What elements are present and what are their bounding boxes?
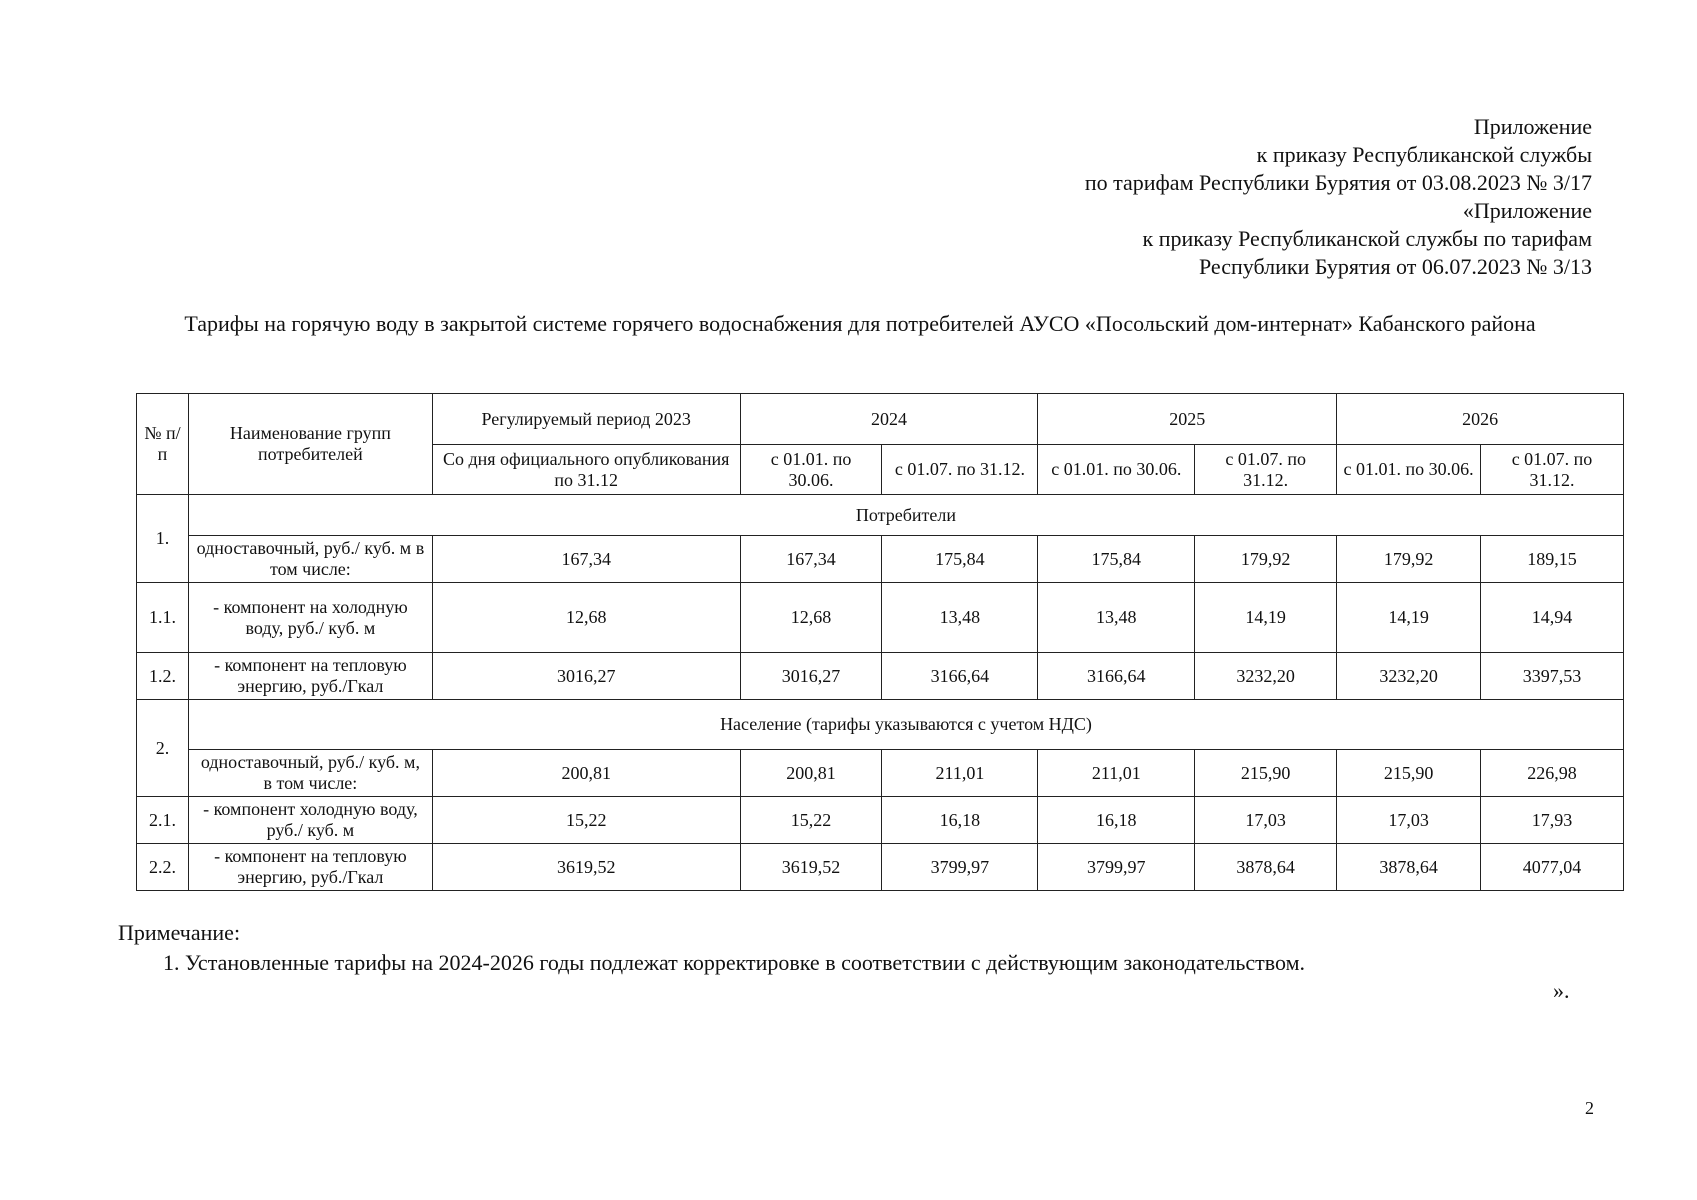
header-line: «Приложение [1462,198,1592,223]
value-cell: 14,94 [1481,583,1624,653]
section-number: 1. [137,495,189,583]
value-cell: 14,19 [1195,583,1337,653]
value-cell: 3166,64 [1038,653,1195,700]
row-label: одноставочный, руб./ куб. м, в том числе: [188,750,432,797]
header-line: по тарифам Республики Бурятия от 03.08.2023 № 3/17 [1084,170,1592,195]
value-cell: 3619,52 [432,844,740,891]
value-cell: 15,22 [432,797,740,844]
section-row [137,700,1624,750]
subheader-2024-h2: с 01.07. по 31.12. [882,445,1038,495]
value-cell: 13,48 [882,583,1038,653]
value-cell: 215,90 [1195,750,1337,797]
value-cell: 3232,20 [1195,653,1337,700]
row-label: - компонент на тепловую энергию, руб./Гкал [188,844,432,891]
value-cell: 3166,64 [882,653,1038,700]
header-line: к приказу Республиканской службы [1256,142,1592,167]
value-cell: 167,34 [740,536,882,583]
note-item: 1. Установленные тарифы на 2024-2026 годы подлежат корректировке в соответствии с действующим законодательством. [163,950,1306,975]
subheader-2026-h2: с 01.07. по 31.12. [1481,445,1624,495]
value-cell: 167,34 [432,536,740,583]
tariffs-table [136,393,1624,891]
row-label: - компонент холодную воду, руб./ куб. м [188,797,432,844]
col-header-num: № п/п [137,394,189,495]
value-cell: 200,81 [432,750,740,797]
header-line: Республики Бурятия от 06.07.2023 № 3/13 [1198,254,1592,279]
table-row [137,536,1624,583]
header-row [137,394,1624,445]
value-cell: 3878,64 [1195,844,1337,891]
note-block [118,918,1305,978]
header-line: к приказу Республиканской службы по тарифам [1142,226,1592,251]
value-cell: 179,92 [1195,536,1337,583]
value-cell: 189,15 [1481,536,1624,583]
value-cell: 3878,64 [1337,844,1481,891]
row-number: 1.2. [137,653,189,700]
value-cell: 215,90 [1337,750,1481,797]
document-title: Тарифы на горячую воду в закрытой системе горячего водоснабжения для потребителей АУСО «Посольский дом-интернат» Кабанского района [184,311,1536,336]
value-cell: 179,92 [1337,536,1481,583]
closing-quote: ». [1553,978,1570,1003]
value-cell: 175,84 [1038,536,1195,583]
value-cell: 17,93 [1481,797,1624,844]
row-number: 2.2. [137,844,189,891]
value-cell: 3799,97 [1038,844,1195,891]
row-number: 2.1. [137,797,189,844]
value-cell: 15,22 [740,797,882,844]
value-cell: 211,01 [1038,750,1195,797]
subheader-2026-h1: с 01.01. по 30.06. [1337,445,1481,495]
value-cell: 16,18 [1038,797,1195,844]
subheader-2025-h1: с 01.01. по 30.06. [1038,445,1195,495]
row-label: - компонент на тепловую энергию, руб./Гкал [188,653,432,700]
value-cell: 17,03 [1337,797,1481,844]
value-cell: 3397,53 [1481,653,1624,700]
table-row [137,797,1624,844]
table-row [137,750,1624,797]
subheader-2025-h2: с 01.07. по 31.12. [1195,445,1337,495]
page-number: 2 [1585,1098,1594,1118]
section-name: Потребители [188,495,1623,536]
table-row [137,844,1624,891]
value-cell: 226,98 [1481,750,1624,797]
note-heading: Примечание: [118,920,241,945]
value-cell: 3016,27 [740,653,882,700]
subheader-2024-h1: с 01.01. по 30.06. [740,445,882,495]
row-label: - компонент на холодную воду, руб./ куб. м [188,583,432,653]
col-header-2025: 2025 [1038,394,1337,445]
value-cell: 3232,20 [1337,653,1481,700]
value-cell: 3016,27 [432,653,740,700]
col-header-2026: 2026 [1337,394,1624,445]
value-cell: 175,84 [882,536,1038,583]
section-row [137,495,1624,536]
header-line: Приложение [1473,114,1592,139]
value-cell: 16,18 [882,797,1038,844]
value-cell: 14,19 [1337,583,1481,653]
col-header-period-2023: Регулируемый период 2023 [432,394,740,445]
value-cell: 200,81 [740,750,882,797]
table-row [137,583,1624,653]
value-cell: 3619,52 [740,844,882,891]
value-cell: 211,01 [882,750,1038,797]
value-cell: 12,68 [432,583,740,653]
value-cell: 12,68 [740,583,882,653]
subheader-2023: Со дня официального опубликования по 31.12 [432,445,740,495]
section-number: 2. [137,700,189,797]
table-row [137,653,1624,700]
value-cell: 13,48 [1038,583,1195,653]
col-header-name: Наименование групп потребителей [188,394,432,495]
row-number: 1.1. [137,583,189,653]
section-name: Население (тарифы указываются с учетом НДС) [188,700,1623,750]
value-cell: 17,03 [1195,797,1337,844]
value-cell: 4077,04 [1481,844,1624,891]
col-header-2024: 2024 [740,394,1038,445]
header-block [692,113,1592,281]
row-label: одноставочный, руб./ куб. м в том числе: [188,536,432,583]
value-cell: 3799,97 [882,844,1038,891]
